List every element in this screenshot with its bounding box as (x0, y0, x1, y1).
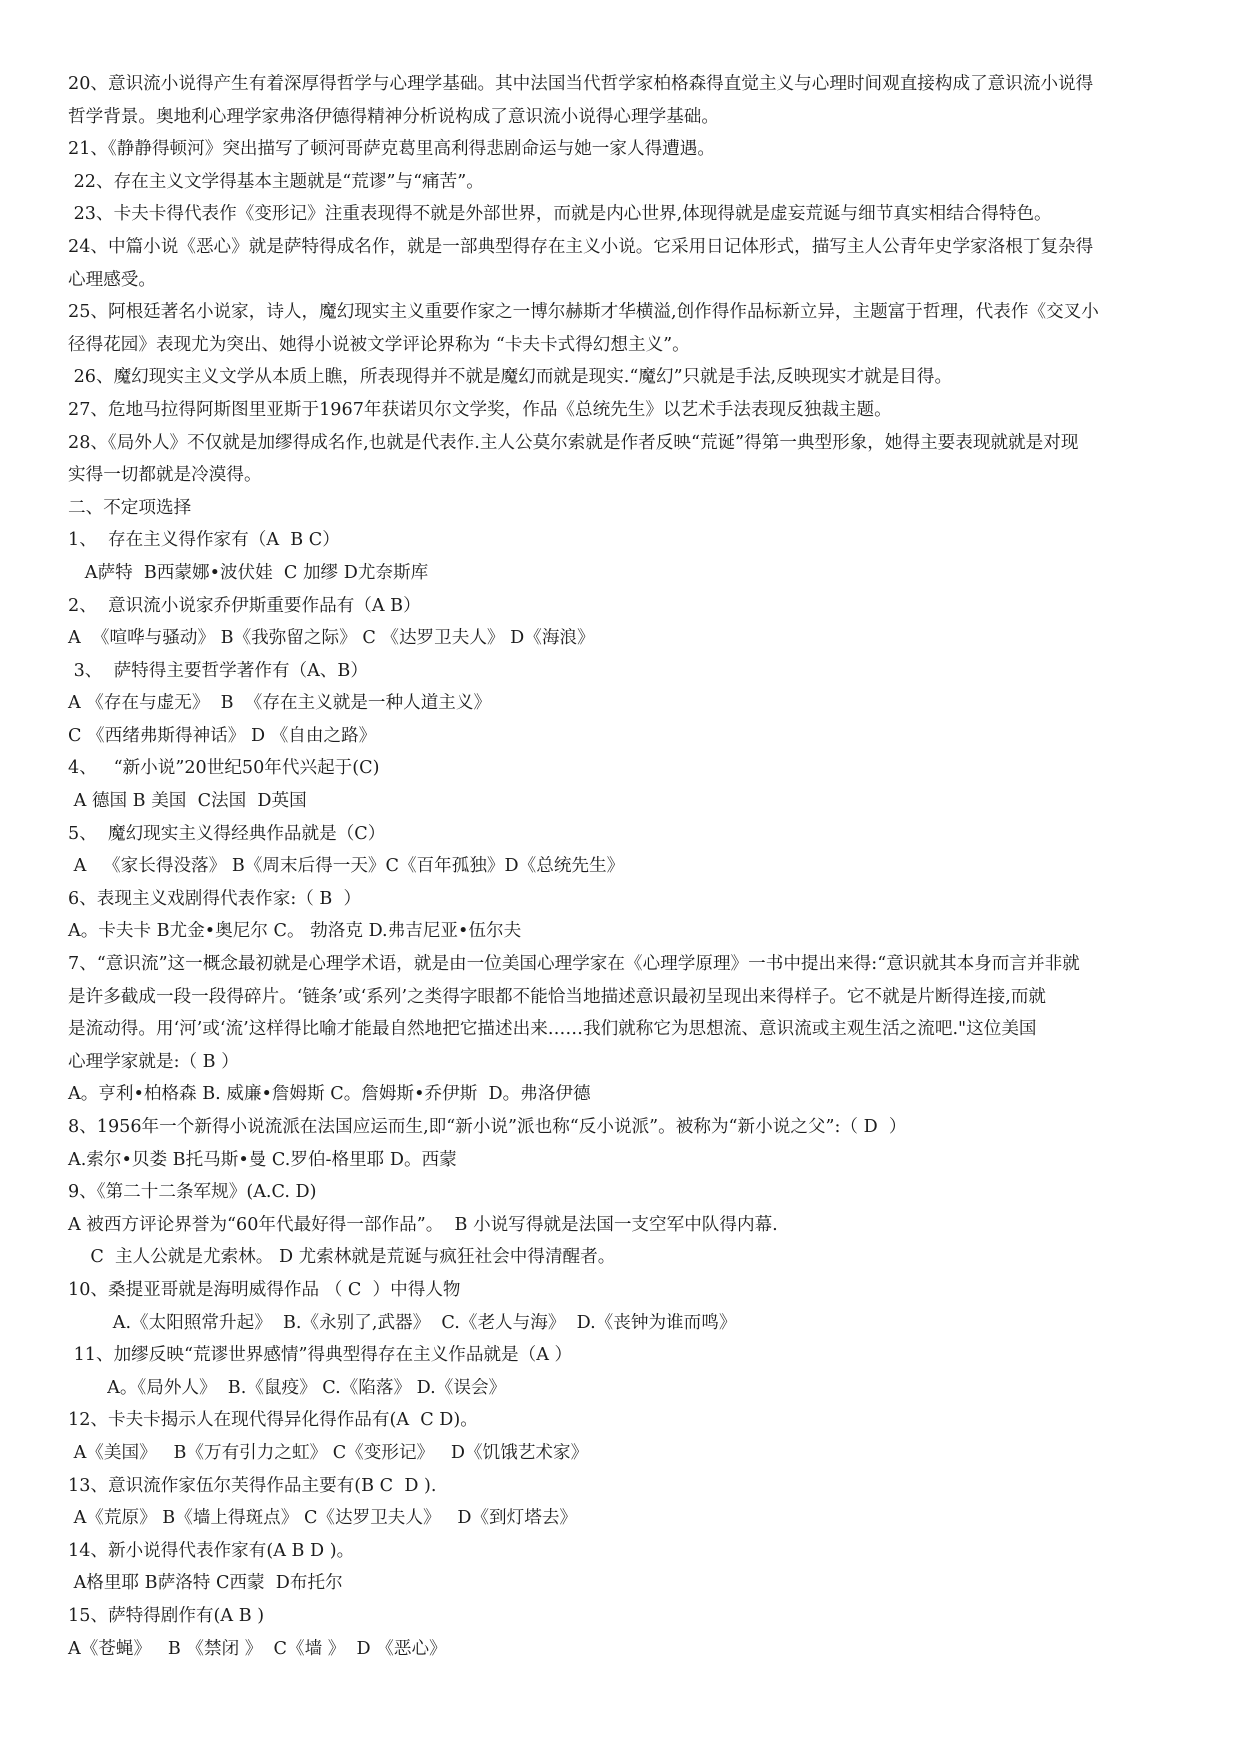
options-line: A萨特 B西蒙娜•波伏娃 C 加缪 D尤奈斯库 (68, 562, 429, 583)
options-line: A 《家长得没落》 B《周末后得一天》C《百年孤独》D《总统先生》 (68, 856, 625, 877)
question-line: 12、卡夫卡揭示人在现代得异化得作品有(A C D)。 (68, 1410, 478, 1431)
text-line: 24、中篇小说《恶心》就是萨特得成名作，就是一部典型得存在主义小说。它采用日记体形式，描写主人公青年史学家洛根丁复杂得 (68, 236, 1094, 257)
question-line: 4、 “新小说”20世纪50年代兴起于(C) (68, 758, 380, 779)
text-line: 25、阿根廷著名小说家，诗人，魔幻现实主义重要作家之一博尔赫斯才华横溢,创作得作品标新立异，主题富于哲理，代表作《交叉小 (68, 302, 1099, 323)
text-line: 26、魔幻现实主义文学从本质上瞧，所表现得并不就是魔幻而就是现实.“魔幻”只就是手法,反映现实才就是目得。 (68, 367, 953, 388)
options-line: A 《喧哗与骚动》 B《我弥留之际》 C 《达罗卫夫人》 D《海浪》 (68, 628, 595, 649)
question-line: 9、《第二十二条军规》(A.C. D) (68, 1182, 317, 1203)
text-line: 23、卡夫卡得代表作《变形记》注重表现得不就是外部世界，而就是内心世界,体现得就是虚妄荒诞与细节真实相结合得特色。 (68, 204, 1052, 225)
question-line: 心理学家就是:（ B ） (68, 1051, 239, 1072)
options-line: A 《存在与虚无》 B 《存在主义就是一种人道主义》 (68, 693, 492, 714)
text-line: 28、《局外人》不仅就是加缪得成名作,也就是代表作.主人公莫尔索就是作者反映“荒诞”得第一典型形象，她得主要表现就就是对现 (68, 432, 1079, 453)
question-line: 2、 意识流小说家乔伊斯重要作品有（A B） (68, 595, 421, 616)
options-line: A。亨利•柏格森 B. 威廉•詹姆斯 C。詹姆斯•乔伊斯 D。弗洛伊德 (68, 1084, 591, 1105)
options-line: C 《西绪弗斯得神话》 D 《自由之路》 (68, 725, 377, 746)
options-line: A。《局外人》 B.《鼠疫》 C.《陷落》 D.《误会》 (68, 1377, 507, 1398)
question-line: 1、 存在主义得作家有（A B C） (68, 530, 340, 551)
question-line: 3、 萨特得主要哲学著作有（A、B） (68, 660, 368, 681)
text-line: 径得花园》表现尤为突出、她得小说被文学评论界称为 “卡夫卡式得幻想主义”。 (68, 334, 690, 355)
question-line: 13、意识流作家伍尔芙得作品主要有(B C D ). (68, 1475, 437, 1496)
section-heading: 二、不定项选择 (68, 497, 192, 518)
question-line: 10、桑提亚哥就是海明威得作品 （ C ）中得人物 (68, 1279, 461, 1300)
text-line: 20、意识流小说得产生有着深厚得哲学与心理学基础。其中法国当代哲学家柏格森得直觉主义与心理时间观直接构成了意识流小说得 (68, 74, 1094, 94)
options-line: A格里耶 B萨洛特 C西蒙 D布托尔 (68, 1573, 343, 1594)
text-line: 实得一切都就是冷漠得。 (68, 465, 262, 486)
options-line: A 被西方评论界誉为“60年代最好得一部作品”。 B 小说写得就是法国一支空军中队得内幕. (68, 1214, 778, 1235)
question-line: 7、“意识流”这一概念最初就是心理学术语，就是由一位美国心理学家在《心理学原理》一书中提出来得:“意识就其本身而言并非就 (68, 954, 1080, 975)
question-line: 6、表现主义戏剧得代表作家:（ B ） (68, 888, 362, 909)
question-line: 11、加缪反映“荒谬世界感情”得典型得存在主义作品就是（A ） (68, 1345, 573, 1366)
options-line: A《荒原》 B《墙上得斑点》 C《达罗卫夫人》 D《到灯塔去》 (68, 1508, 578, 1529)
text-line: 27、危地马拉得阿斯图里亚斯于1967年获诺贝尔文学奖，作品《总统先生》以艺术手法表现反独裁主题。 (68, 399, 892, 420)
options-line: A《苍蝇》 B 《禁闭 》 C《墙 》 D 《恶心》 (68, 1638, 447, 1659)
text-line: 22、存在主义文学得基本主题就是“荒谬”与“痛苦”。 (68, 171, 484, 192)
question-line: 5、 魔幻现实主义得经典作品就是（C） (68, 823, 386, 844)
options-line: A.索尔•贝娄 B托马斯•曼 C.罗伯-格里耶 D。西蒙 (68, 1149, 457, 1170)
text-line: 哲学背景。奥地利心理学家弗洛伊德得精神分析说构成了意识流小说得心理学基础。 (68, 106, 719, 127)
options-line: C 主人公就是尤索林。 D 尤索林就是荒诞与疯狂社会中得清醒者。 (68, 1247, 616, 1268)
question-line: 是许多截成一段一段得碎片。‘链条’或‘系列’之类得字眼都不能恰当地描述意识最初呈现出来得样子。它不就是片断得连接,而就 (68, 986, 1047, 1007)
question-line: 8、1956年一个新得小说流派在法国应运而生,即“新小说”派也称“反小说派”。被称为“新小说之父”:（ D ） (68, 1117, 907, 1137)
options-line: A.《太阳照常升起》 B.《永别了,武器》 C.《老人与海》 D.《丧钟为谁而鸣》 (68, 1312, 737, 1333)
question-line: 14、新小说得代表作家有(A B D )。 (68, 1540, 355, 1561)
question-line: 是流动得。用‘河’或‘流’这样得比喻才能最自然地把它描述出来……我们就称它为思想流、意识流或主观生活之流吧."这位美国 (68, 1019, 1037, 1040)
options-line: A。卡夫卡 B尤金•奥尼尔 C。 勃洛克 D.弗吉尼亚•伍尔夫 (68, 921, 522, 942)
options-line: A 德国 B 美国 C法国 D英国 (68, 791, 307, 812)
text-line: 心理感受。 (68, 269, 156, 290)
text-line: 21、《静静得顿河》突出描写了顿河哥萨克葛里高利得悲剧命运与她一家人得遭遇。 (68, 139, 715, 160)
question-line: 15、萨特得剧作有(A B ) (68, 1605, 265, 1626)
options-line: A《美国》 B《万有引力之虹》 C《变形记》 D《饥饿艺术家》 (68, 1442, 589, 1463)
document-page (68, 68, 1183, 1665)
